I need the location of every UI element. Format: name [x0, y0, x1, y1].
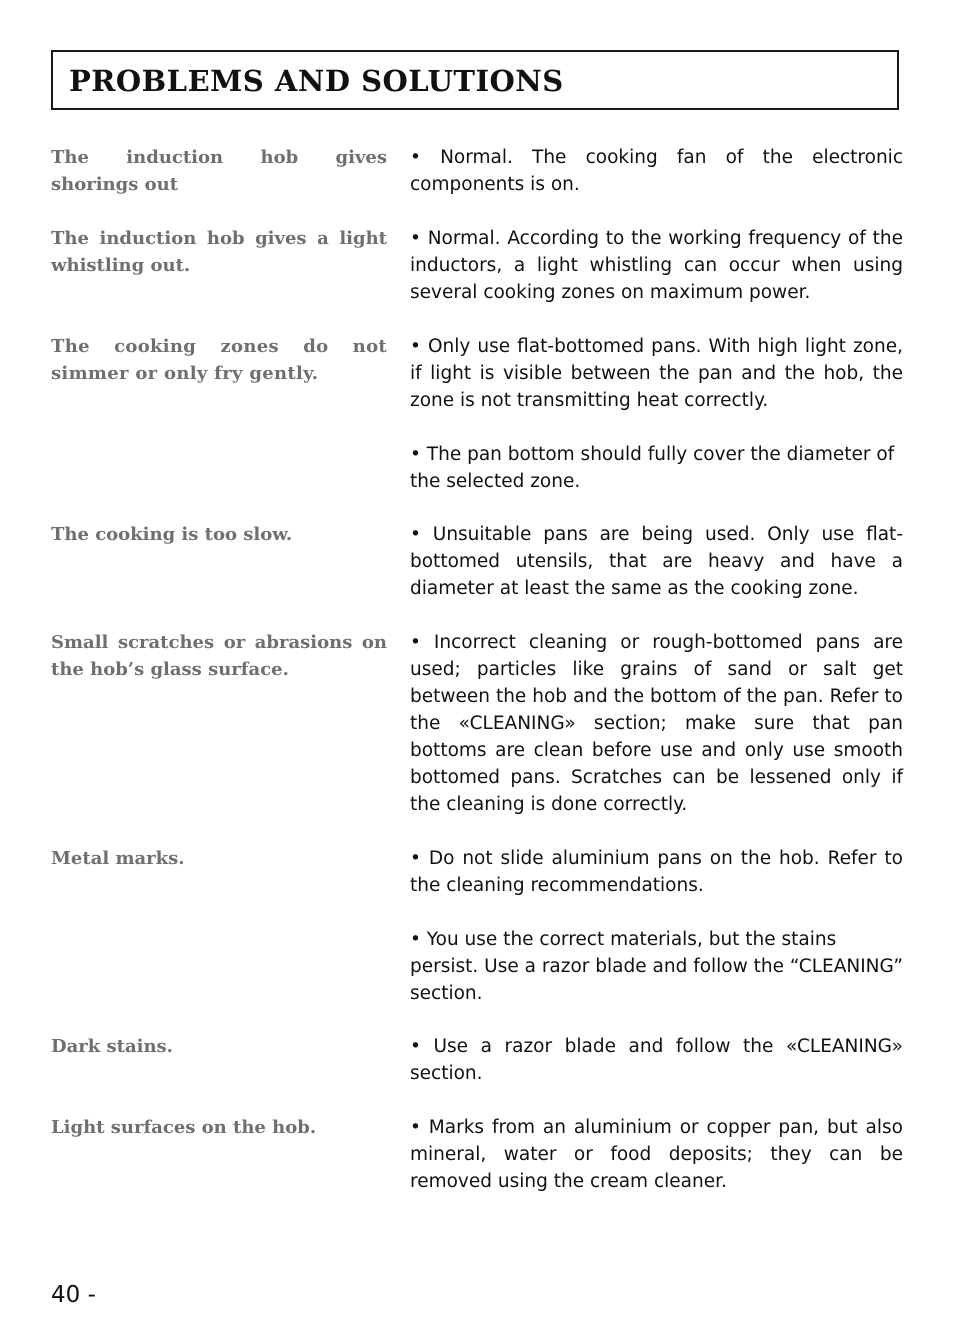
- problem-text: Metal marks.: [51, 848, 185, 869]
- solutions: [410, 1114, 903, 1195]
- problem-text: Dark stains.: [51, 1036, 173, 1057]
- solutions: [410, 845, 903, 1007]
- solution-text: • Marks from an aluminium or copper pan, but also mineral, water or food deposits; they can be removed using the cream cleaner.: [410, 1117, 903, 1192]
- solutions: [410, 1033, 903, 1087]
- title-box: [51, 50, 899, 110]
- solution-text: • Use a razor blade and follow the «CLEANING» section.: [410, 1036, 903, 1084]
- page-number: 40 -: [51, 1282, 96, 1308]
- solution-text: • Unsuitable pans are being used. Only use flat-bottomed utensils, that are heavy and have a diameter at least the same as the cooking zone.: [410, 524, 903, 599]
- solution-text: • Incorrect cleaning or rough-bottomed pans are used; particles like grains of sand or salt get between the hob and the bottom of the pan. Refer to the «CLEANING» section; make sure that pan bottoms are clean before use and only use smooth bottomed pans. Scratches can be lessened only if the cleaning is done correctly.: [410, 632, 903, 815]
- solutions: [410, 333, 903, 495]
- problem-text: The induction hob gives a light whistling out.: [51, 228, 387, 276]
- problem-text: The induction hob gives shorings out: [51, 147, 387, 195]
- problem-text: Small scratches or abrasions on the hob’s glass surface.: [51, 632, 387, 680]
- page-title: PROBLEMS AND SOLUTIONS: [69, 64, 564, 98]
- problem-text: The cooking is too slow.: [51, 524, 293, 545]
- solutions: [410, 225, 903, 306]
- solution-text: • You use the correct materials, but the stains persist. Use a razor blade and follow the “CLEANING” section.: [410, 929, 904, 1004]
- solution-text: • Do not slide aluminium pans on the hob. Refer to the cleaning recommendations.: [410, 848, 903, 896]
- problem-text: Light surfaces on the hob.: [51, 1117, 317, 1138]
- solutions: [410, 629, 903, 818]
- solution-text: • Only use flat-bottomed pans. With high light zone, if light is visible between the pan and the hob, the zone is not transmitting heat correctly.: [410, 336, 903, 411]
- problem-text: The cooking zones do not simmer or only fry gently.: [51, 336, 387, 384]
- solutions: [410, 144, 903, 198]
- solutions: [410, 521, 903, 602]
- solution-text: • Normal. The cooking fan of the electronic components is on.: [410, 147, 903, 195]
- solution-text: • The pan bottom should fully cover the diameter of the selected zone.: [410, 444, 895, 492]
- solution-text: • Normal. According to the working frequency of the inductors, a light whistling can occur when using several cooking zones on maximum power.: [410, 228, 903, 303]
